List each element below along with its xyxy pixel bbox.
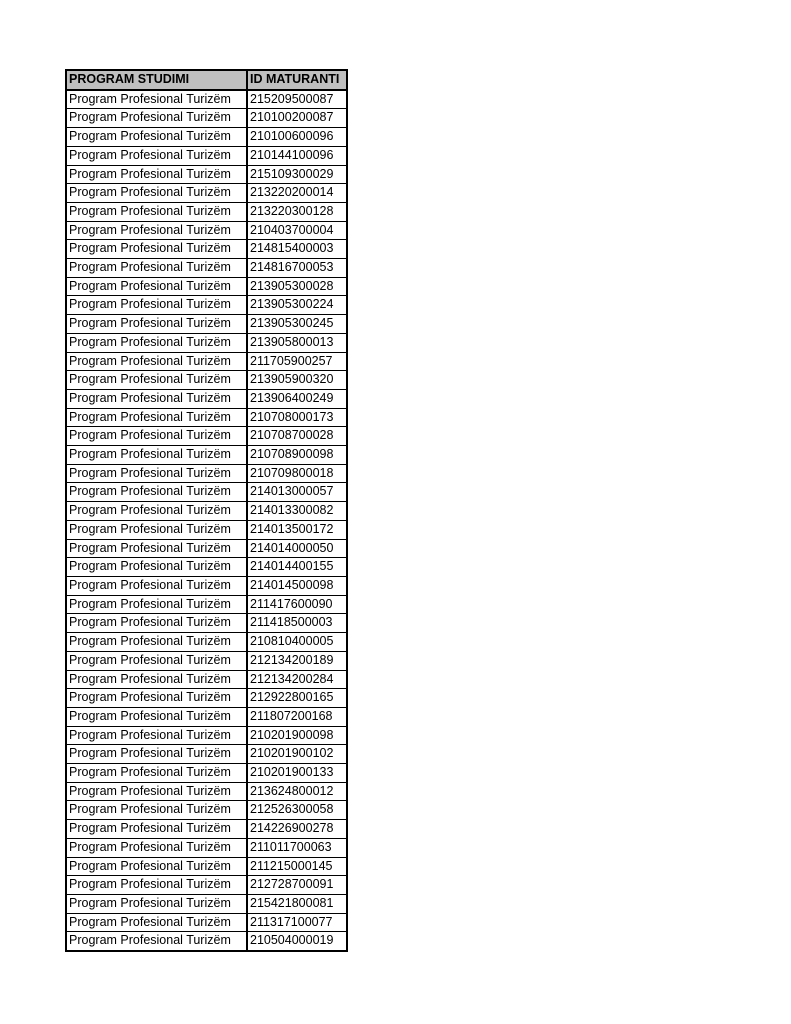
program-cell: Program Profesional Turizëm <box>66 913 247 932</box>
program-cell: Program Profesional Turizëm <box>66 371 247 390</box>
id-cell: 211807200168 <box>247 707 347 726</box>
program-cell: Program Profesional Turizëm <box>66 633 247 652</box>
table-row <box>66 165 347 184</box>
table-row <box>66 296 347 315</box>
id-cell: 210708900098 <box>247 446 347 465</box>
id-cell: 210100200087 <box>247 109 347 128</box>
id-cell: 211317100077 <box>247 913 347 932</box>
id-cell: 214013500172 <box>247 520 347 539</box>
id-cell: 213906400249 <box>247 389 347 408</box>
program-cell: Program Profesional Turizëm <box>66 820 247 839</box>
id-cell: 214014400155 <box>247 558 347 577</box>
table-row <box>66 764 347 783</box>
id-cell: 214014000050 <box>247 539 347 558</box>
table-row <box>66 689 347 708</box>
table-row <box>66 782 347 801</box>
program-cell: Program Profesional Turizëm <box>66 932 247 951</box>
id-cell: 211011700063 <box>247 838 347 857</box>
table-row <box>66 128 347 147</box>
program-cell: Program Profesional Turizëm <box>66 595 247 614</box>
program-cell: Program Profesional Turizëm <box>66 857 247 876</box>
table-row <box>66 146 347 165</box>
program-cell: Program Profesional Turizëm <box>66 90 247 109</box>
program-cell: Program Profesional Turizëm <box>66 520 247 539</box>
program-cell: Program Profesional Turizëm <box>66 689 247 708</box>
table-row <box>66 109 347 128</box>
table-row <box>66 352 347 371</box>
program-cell: Program Profesional Turizëm <box>66 801 247 820</box>
table-body <box>66 90 347 951</box>
table-row <box>66 90 347 109</box>
program-cell: Program Profesional Turizëm <box>66 707 247 726</box>
table-row <box>66 427 347 446</box>
program-cell: Program Profesional Turizëm <box>66 876 247 895</box>
table-row <box>66 502 347 521</box>
program-cell: Program Profesional Turizëm <box>66 389 247 408</box>
program-cell: Program Profesional Turizëm <box>66 446 247 465</box>
id-cell: 213220200014 <box>247 184 347 203</box>
table-row <box>66 670 347 689</box>
id-cell: 215209500087 <box>247 90 347 109</box>
program-cell: Program Profesional Turizëm <box>66 277 247 296</box>
table-row <box>66 838 347 857</box>
program-cell: Program Profesional Turizëm <box>66 558 247 577</box>
id-cell: 213624800012 <box>247 782 347 801</box>
table-row <box>66 277 347 296</box>
id-cell: 210100600096 <box>247 128 347 147</box>
id-cell: 210201900102 <box>247 745 347 764</box>
table-row <box>66 371 347 390</box>
id-cell: 211417600090 <box>247 595 347 614</box>
program-cell: Program Profesional Turizëm <box>66 221 247 240</box>
id-cell: 211215000145 <box>247 857 347 876</box>
id-cell: 214014500098 <box>247 576 347 595</box>
header-program-studimi: PROGRAM STUDIMI <box>66 70 247 90</box>
id-cell: 214226900278 <box>247 820 347 839</box>
program-cell: Program Profesional Turizëm <box>66 726 247 745</box>
id-cell: 210709800018 <box>247 464 347 483</box>
table-row <box>66 857 347 876</box>
id-cell: 210810400005 <box>247 633 347 652</box>
table-row <box>66 408 347 427</box>
id-cell: 214815400003 <box>247 240 347 259</box>
table-row <box>66 389 347 408</box>
id-cell: 214013000057 <box>247 483 347 502</box>
table-row <box>66 221 347 240</box>
table-row <box>66 446 347 465</box>
table-row <box>66 614 347 633</box>
id-cell: 213905300245 <box>247 315 347 334</box>
program-cell: Program Profesional Turizëm <box>66 464 247 483</box>
program-cell: Program Profesional Turizëm <box>66 782 247 801</box>
table-row <box>66 894 347 913</box>
program-cell: Program Profesional Turizëm <box>66 764 247 783</box>
table-row <box>66 558 347 577</box>
table-header <box>66 70 347 90</box>
id-cell: 210201900098 <box>247 726 347 745</box>
program-cell: Program Profesional Turizëm <box>66 651 247 670</box>
program-cell: Program Profesional Turizëm <box>66 894 247 913</box>
id-cell: 215421800081 <box>247 894 347 913</box>
program-cell: Program Profesional Turizëm <box>66 259 247 278</box>
header-row <box>66 70 347 90</box>
program-cell: Program Profesional Turizëm <box>66 165 247 184</box>
table-row <box>66 539 347 558</box>
id-cell: 213220300128 <box>247 202 347 221</box>
id-cell: 210201900133 <box>247 764 347 783</box>
program-cell: Program Profesional Turizëm <box>66 576 247 595</box>
students-table <box>65 69 348 952</box>
table-row <box>66 913 347 932</box>
program-cell: Program Profesional Turizëm <box>66 745 247 764</box>
program-cell: Program Profesional Turizëm <box>66 539 247 558</box>
id-cell: 210403700004 <box>247 221 347 240</box>
table-row <box>66 633 347 652</box>
program-cell: Program Profesional Turizëm <box>66 109 247 128</box>
table-row <box>66 745 347 764</box>
table-row <box>66 707 347 726</box>
program-cell: Program Profesional Turizëm <box>66 408 247 427</box>
table-row <box>66 333 347 352</box>
id-cell: 213905300028 <box>247 277 347 296</box>
table-row <box>66 726 347 745</box>
id-cell: 212922800165 <box>247 689 347 708</box>
id-cell: 215109300029 <box>247 165 347 184</box>
id-cell: 214816700053 <box>247 259 347 278</box>
table-row <box>66 184 347 203</box>
table-row <box>66 520 347 539</box>
table-row <box>66 801 347 820</box>
table-row <box>66 876 347 895</box>
id-cell: 211705900257 <box>247 352 347 371</box>
table-row <box>66 595 347 614</box>
program-cell: Program Profesional Turizëm <box>66 202 247 221</box>
id-cell: 210144100096 <box>247 146 347 165</box>
id-cell: 213905900320 <box>247 371 347 390</box>
table-row <box>66 259 347 278</box>
program-cell: Program Profesional Turizëm <box>66 184 247 203</box>
program-cell: Program Profesional Turizëm <box>66 614 247 633</box>
program-cell: Program Profesional Turizëm <box>66 838 247 857</box>
id-cell: 210708000173 <box>247 408 347 427</box>
id-cell: 210504000019 <box>247 932 347 951</box>
program-cell: Program Profesional Turizëm <box>66 146 247 165</box>
id-cell: 212134200284 <box>247 670 347 689</box>
id-cell: 212134200189 <box>247 651 347 670</box>
program-cell: Program Profesional Turizëm <box>66 315 247 334</box>
header-id-maturanti: ID MATURANTI <box>247 70 347 90</box>
id-cell: 212526300058 <box>247 801 347 820</box>
table-row <box>66 464 347 483</box>
table-row <box>66 820 347 839</box>
id-cell: 214013300082 <box>247 502 347 521</box>
program-cell: Program Profesional Turizëm <box>66 352 247 371</box>
table-row <box>66 202 347 221</box>
program-cell: Program Profesional Turizëm <box>66 333 247 352</box>
table-row <box>66 315 347 334</box>
program-cell: Program Profesional Turizëm <box>66 427 247 446</box>
table-row <box>66 483 347 502</box>
program-cell: Program Profesional Turizëm <box>66 483 247 502</box>
table-row <box>66 651 347 670</box>
id-cell: 212728700091 <box>247 876 347 895</box>
program-cell: Program Profesional Turizëm <box>66 502 247 521</box>
table-row <box>66 240 347 259</box>
program-cell: Program Profesional Turizëm <box>66 296 247 315</box>
program-cell: Program Profesional Turizëm <box>66 240 247 259</box>
table-row <box>66 932 347 951</box>
id-cell: 210708700028 <box>247 427 347 446</box>
id-cell: 211418500003 <box>247 614 347 633</box>
id-cell: 213905800013 <box>247 333 347 352</box>
program-cell: Program Profesional Turizëm <box>66 670 247 689</box>
id-cell: 213905300224 <box>247 296 347 315</box>
program-cell: Program Profesional Turizëm <box>66 128 247 147</box>
table-row <box>66 576 347 595</box>
